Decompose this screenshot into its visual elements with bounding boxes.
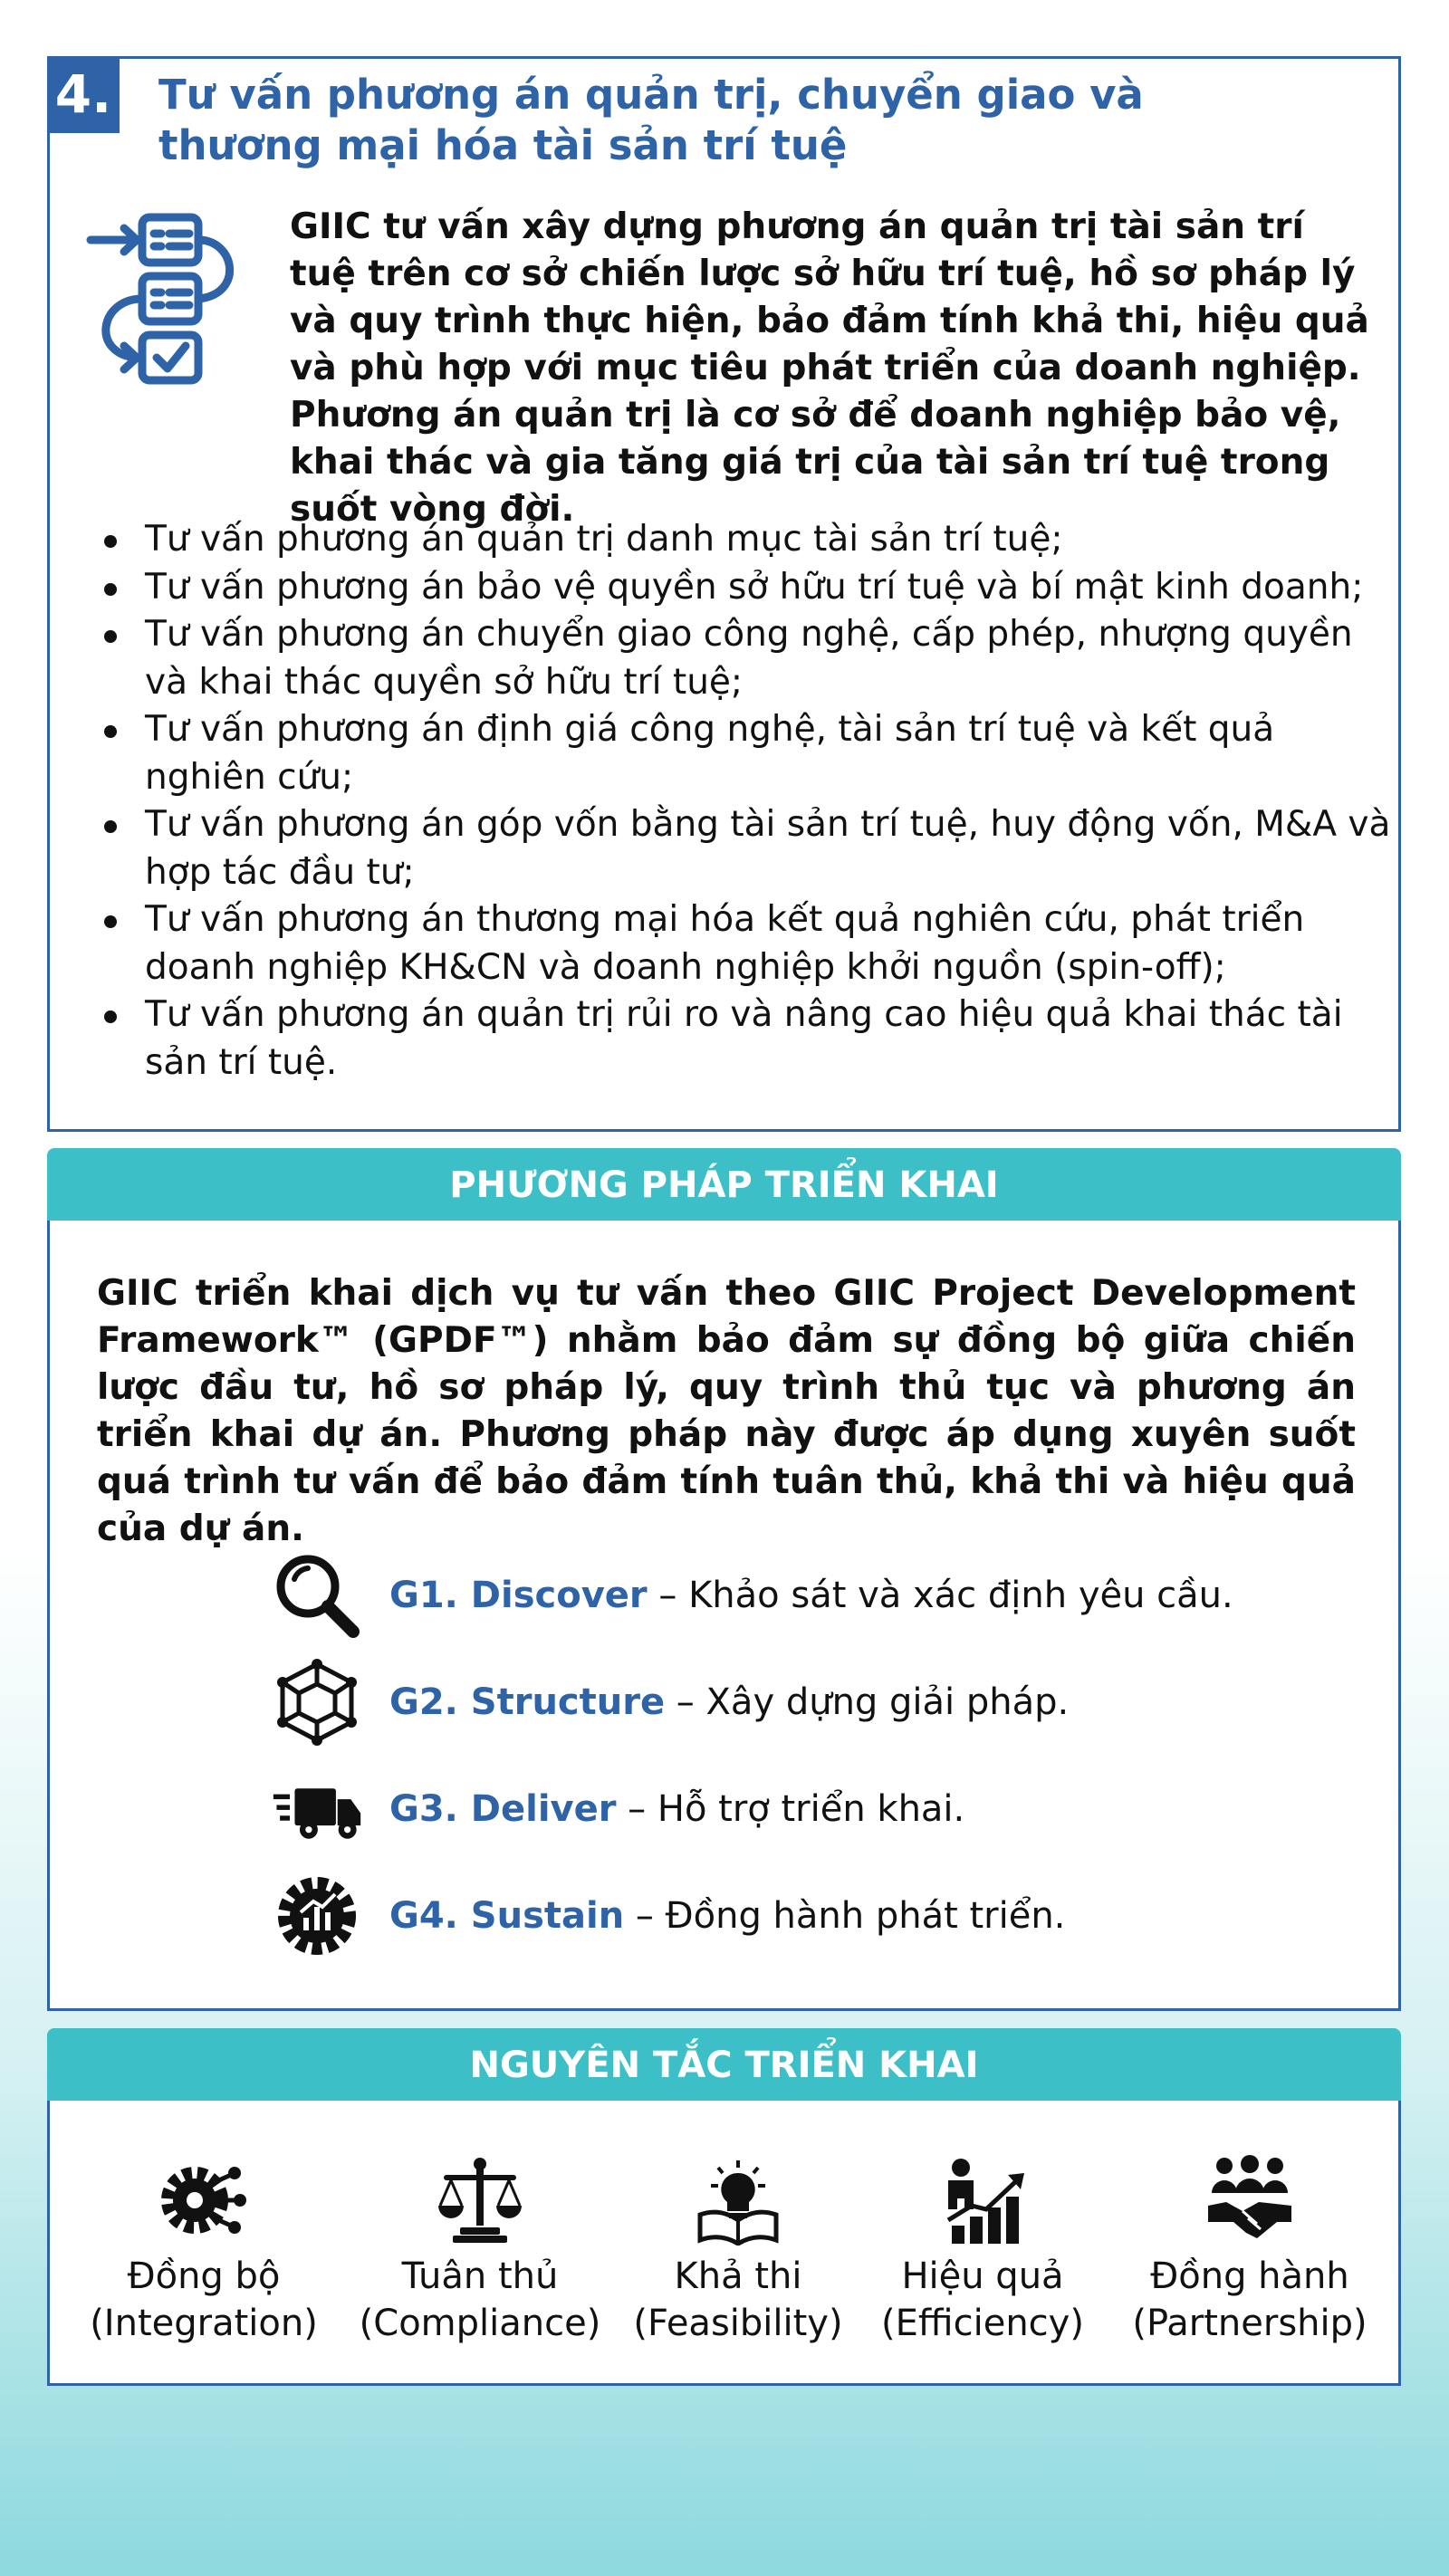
list-item: Tư vấn phương án bảo vệ quyền sở hữu trí tuệ và bí mật kinh doanh; <box>95 564 1399 612</box>
principle-english: (Partnership) <box>1132 2303 1367 2344</box>
principle-integration <box>72 2155 335 2347</box>
step-structure <box>272 1652 1268 1758</box>
cube-network-icon <box>272 1657 362 1748</box>
list-item: Tư vấn phương án định giá công nghệ, tài sản trí tuệ và kết quả nghiên cứu; <box>95 706 1399 801</box>
principle-name: Tuân thủ <box>401 2255 559 2297</box>
growth-chart-person-icon <box>939 2155 1026 2246</box>
principle-english: (Integration) <box>90 2303 318 2344</box>
methods-panel <box>47 1221 1401 2011</box>
step-deliver <box>272 1758 1268 1865</box>
magnifier-icon <box>272 1550 362 1641</box>
step-sustain <box>272 1865 1268 1972</box>
step-desc: – Hỗ trợ triển khai. <box>616 1788 965 1830</box>
scales-icon <box>437 2155 523 2246</box>
principle-name: Đồng bộ <box>127 2255 281 2297</box>
step-key: G3. Deliver <box>389 1788 617 1830</box>
section-intro: GIIC tư vấn xây dựng phương án quản trị tài sản trí tuệ trên cơ sở chiến lược sở hữu trí tuệ, hồ sơ pháp lý và quy trình thực hiện, bảo đảm tính khả thi, hiệu quả và phù hợp với mục tiêu phát triển của doanh nghiệp. Phương án quản trị là cơ sở để doanh nghiệp bảo vệ, khai thác và gia tăng giá trị của tài sản trí tuệ trong suốt vòng đời. <box>290 206 1369 530</box>
step-key: G2. Structure <box>389 1681 666 1723</box>
service-list <box>95 516 1399 1087</box>
step-key: G1. Discover <box>389 1575 648 1616</box>
list-item: Tư vấn phương án quản trị rủi ro và nâng cao hiệu quả khai thác tài sản trí tuệ. <box>95 991 1399 1087</box>
list-item: Tư vấn phương án chuyển giao công nghệ, cấp phép, nhượng quyền và khai thác quyền sở hữu trí tuệ; <box>95 611 1399 706</box>
methods-heading: PHƯƠNG PHÁP TRIỂN KHAI <box>47 1148 1401 1222</box>
principle-english: (Efficiency) <box>881 2303 1084 2344</box>
step-key: G4. Sustain <box>389 1895 625 1937</box>
principles-heading: NGUYÊN TẮC TRIỂN KHAI <box>47 2028 1401 2102</box>
list-item: Tư vấn phương án quản trị danh mục tài sản trí tuệ; <box>95 516 1399 564</box>
section-title: Tư vấn phương án quản trị, chuyển giao và thương mại hóa tài sản trí tuệ <box>158 71 1144 169</box>
principle-name: Đồng hành <box>1150 2255 1349 2297</box>
list-item: Tư vấn phương án góp vốn bằng tài sản trí tuệ, huy động vốn, M&A và hợp tác đầu tư; <box>95 801 1399 896</box>
principle-partnership <box>1118 2155 1381 2347</box>
principle-feasibility <box>607 2155 869 2347</box>
step-desc: – Đồng hành phát triển. <box>624 1895 1066 1937</box>
gear-network-icon <box>160 2155 247 2246</box>
step-desc: – Xây dựng giải pháp. <box>665 1681 1070 1723</box>
section-number: 4. <box>47 56 120 133</box>
methods-intro: GIIC triển khai dịch vụ tư vấn theo GIIC Project Development Framework™ (GPDF™) nhằm bảo đảm sự đồng bộ giữa chiến lược đầu tư, hồ sơ pháp lý, quy trình thủ tục và phương án triển khai dự án. Phương pháp này được áp dụng xuyên suốt quá trình tư vấn để bảo đảm tính tuân thủ, khả thi và hiệu quả của dự án. <box>97 1273 1356 1549</box>
list-item: Tư vấn phương án thương mại hóa kết quả nghiên cứu, phát triển doanh nghiệp KH&CN và doanh nghiệp khởi nguồn (spin-off); <box>95 896 1399 991</box>
delivery-truck-icon <box>272 1764 362 1854</box>
principle-name: Hiệu quả <box>901 2255 1064 2297</box>
handshake-team-icon <box>1206 2155 1293 2246</box>
principles-panel <box>47 2101 1401 2386</box>
workflow-checklist-icon <box>86 208 254 435</box>
lightbulb-book-icon <box>695 2155 782 2246</box>
section-4-panel <box>47 56 1401 1132</box>
principle-compliance <box>349 2155 611 2347</box>
principle-english: (Compliance) <box>359 2303 601 2344</box>
step-desc: – Khảo sát và xác định yêu cầu. <box>647 1575 1233 1616</box>
principle-efficiency <box>851 2155 1114 2347</box>
step-discover <box>272 1545 1268 1652</box>
framework-steps <box>272 1545 1268 1972</box>
principle-english: (Feasibility) <box>633 2303 843 2344</box>
principle-name: Khả thi <box>674 2255 802 2297</box>
globe-gear-icon <box>272 1871 362 1961</box>
